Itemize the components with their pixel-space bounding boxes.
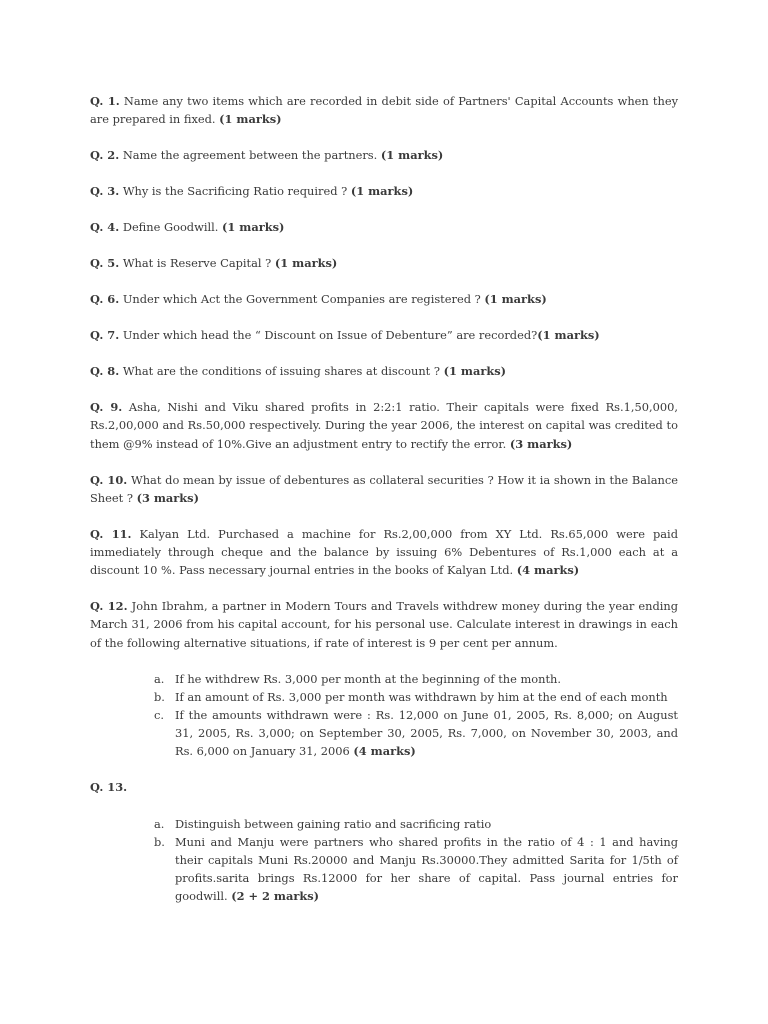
question-number: Q. 7. [90,328,120,343]
question-13-subparts [90,815,678,906]
question-3 [90,182,678,200]
question-marks: (1 marks) [222,220,285,235]
subpart-letter: c. [154,708,165,723]
question-marks: (3 marks) [509,436,573,451]
subpart-item [90,706,678,761]
question-7 [90,326,678,344]
subpart-letter: b. [154,689,165,704]
question-text: John Ibrahm, a partner in Modern Tours and Travels withdrew money during the year ending March 31, 2006 from his capital account, for his personal use. Calculate interest in drawings in each of the following alternative situations, if rate of interest is 9 per cent per annum. [90,599,679,650]
question-marks: (4 marks) [516,563,580,578]
question-11 [90,525,678,580]
question-text: What do mean by issue of debentures as collateral securities ? How it ia shown in the Balance Sheet ? [90,472,678,505]
subpart-text: Muni and Manju were partners who shared profits in the ratio of 4 : 1 and having their capitals Muni Rs.20000 and Manju Rs.30000.They admitted Sarita for 1/5th of profits.sarita brings Rs.12000 for her share of capital. Pass journal entries for goodwill. [175,834,678,904]
subpart-letter: b. [154,834,165,849]
question-6 [90,290,678,308]
question-number: Q. 1. [90,94,120,108]
subpart-letter: a. [154,671,165,686]
question-2 [90,146,678,164]
question-10 [90,471,678,507]
question-marks: (1 marks) [219,112,282,127]
question-12-subparts [90,670,678,761]
question-number: Q. 5. [90,256,120,271]
question-12 [90,597,678,652]
question-text: Define Goodwill. [122,220,219,235]
question-number: Q. 4. [90,220,120,235]
question-marks: (4 marks) [353,744,416,759]
question-marks: (2 + 2 marks) [231,889,320,904]
question-number: Q. 10. [90,472,128,487]
question-number: Q. 6. [90,292,120,307]
question-text: Kalyan Ltd. Purchased a machine for Rs.2,00,000 from XY Ltd. Rs.65,000 were paid immediately through cheque and the balance by issuing 6% Debentures of Rs.1,000 each at a discount 10 %. Pass necessary journal entries in the books of Kalyan Ltd. [90,526,678,578]
question-text: Name any two items which are recorded in debit side of Partners' Capital Accounts when they are prepared in fixed. [90,94,678,127]
question-marks: (1 marks) [380,148,444,163]
question-13 [90,778,678,796]
question-number: Q. 12. [90,599,128,614]
question-text: Under which head the “ Discount on Issue of Debenture” are recorded? [122,328,538,343]
subpart-item [90,815,678,833]
question-text: Asha, Nishi and Viku shared profits in 2:2:1 ratio. Their capitals were fixed Rs.1,50,000, Rs.2,00,000 and Rs.50,000 respectively. During the year 2006, the interest on capital was credited to them @9% instead of 10%.Give an adjustment entry to rectify the error. [90,400,678,451]
question-marks: (1 marks) [537,328,600,343]
question-marks: (1 marks) [350,184,414,199]
question-9 [90,398,678,453]
question-1 [90,92,678,128]
question-8 [90,362,678,380]
question-paper [90,92,678,923]
question-number: Q. 13. [90,780,128,795]
question-number: Q. 8. [90,364,120,379]
question-text: What is Reserve Capital ? [122,256,272,271]
question-number: Q. 3. [90,184,120,199]
subpart-text: If the amounts withdrawn were : Rs. 12,000 on June 01, 2005, Rs. 8,000; on August 31, 2005, Rs. 3,000; on September 30, 2005, Rs. 7,000, on November 30, 2003, and Rs. 6,000 on January 31, 2006 [175,708,678,759]
subpart-text: Distinguish between gaining ratio and sacrificing ratio [175,816,492,831]
subpart-letter: a. [154,816,165,831]
question-text: What are the conditions of issuing shares at discount ? [122,364,440,379]
subpart-item [90,688,678,706]
subpart-text: If an amount of Rs. 3,000 per month was withdrawn by him at the end of each month [175,689,668,704]
subpart-item [90,670,678,688]
subpart-text: If he withdrew Rs. 3,000 per month at the beginning of the month. [175,671,562,686]
question-marks: (1 marks) [274,256,338,271]
question-text: Under which Act the Government Companies are registered ? [122,292,481,307]
question-number: Q. 9. [90,400,123,415]
question-marks: (1 marks) [443,364,507,379]
question-text: Name the agreement between the partners. [122,148,378,163]
question-marks: (3 marks) [136,490,199,505]
question-marks: (1 marks) [484,292,547,307]
question-5 [90,254,678,272]
question-number: Q. 2. [90,148,120,163]
question-4 [90,218,678,236]
question-text: Why is the Sacrificing Ratio required ? [122,184,348,199]
question-number: Q. 11. [90,526,132,541]
subpart-item [90,833,678,906]
